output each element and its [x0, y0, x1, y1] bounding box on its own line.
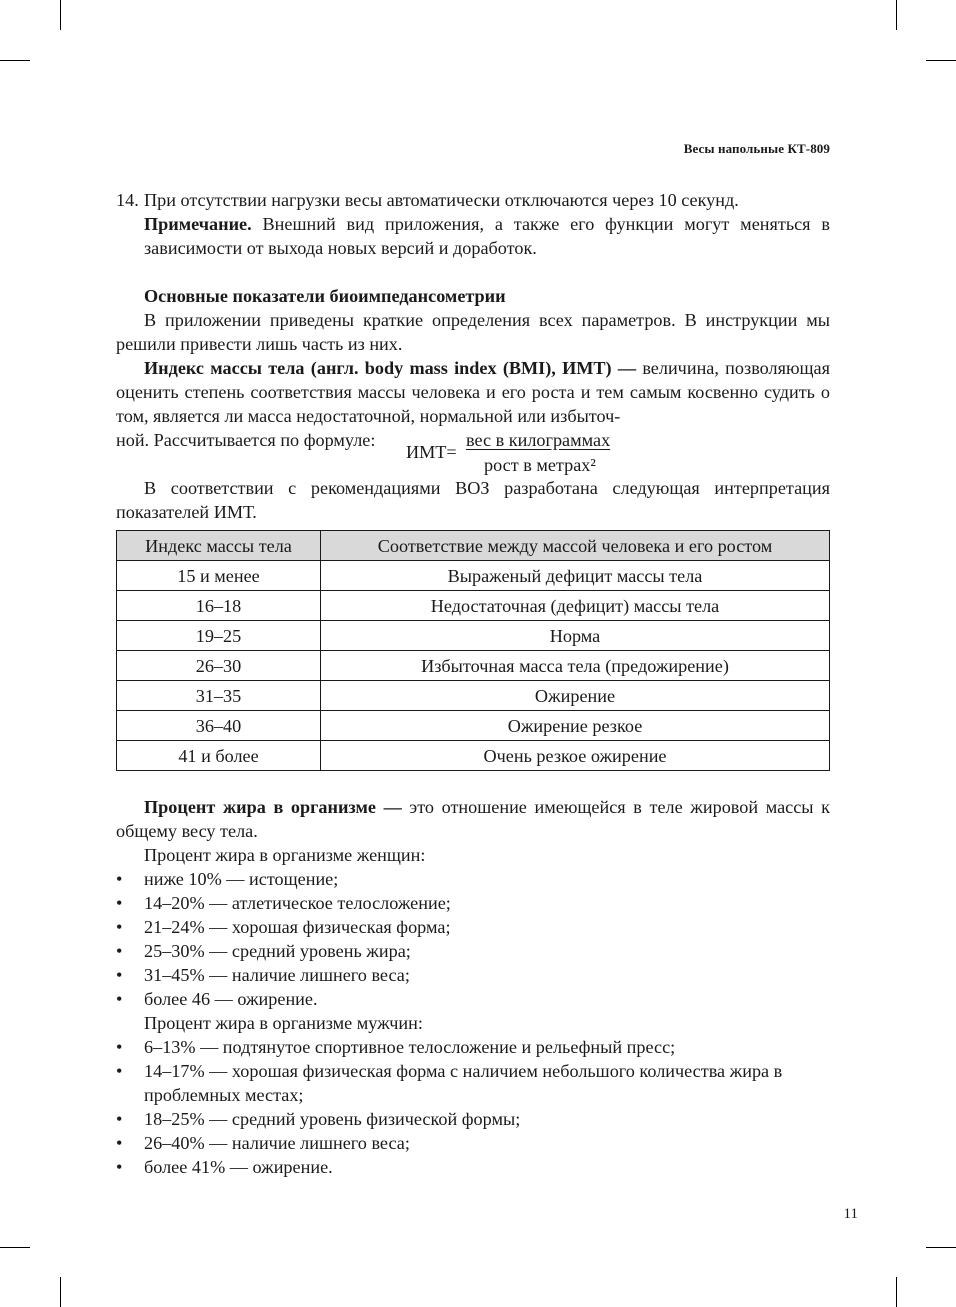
bullet-mark: •: [116, 1061, 123, 1081]
crop-mark: [926, 60, 956, 61]
crop-mark: [0, 60, 30, 61]
table-header-row: [117, 531, 830, 561]
table-cell: 31–35: [117, 681, 321, 711]
women-fat-list: [116, 867, 830, 1011]
bmi-definition: [116, 356, 830, 428]
men-heading: Процент жира в организме мужчин:: [144, 1013, 423, 1033]
men-fat-list: [116, 1035, 830, 1179]
table-header-cell: Индекс массы тела: [117, 531, 321, 561]
crop-mark: [60, 0, 61, 30]
table-row: [117, 621, 830, 651]
table-cell: Очень резкое ожирение: [321, 741, 830, 771]
table-row: [117, 741, 830, 771]
page-content: [116, 188, 830, 1179]
table-cell: Недостаточная (дефицит) массы тела: [321, 591, 830, 621]
crop-mark: [896, 1277, 897, 1307]
table-cell: 36–40: [117, 711, 321, 741]
table-row: [117, 591, 830, 621]
list-item: • 26–40% — наличие лишнего веса;: [116, 1133, 410, 1153]
page-number: 11: [843, 1206, 858, 1222]
crop-mark: [926, 1247, 956, 1248]
table-header-cell: Соответствие между массой человека и его ростом: [321, 531, 830, 561]
table-cell: 41 и более: [117, 741, 321, 771]
table-row: [117, 561, 830, 591]
bmi-table: [116, 530, 830, 771]
crop-mark: [0, 1247, 30, 1248]
crop-mark: [896, 0, 897, 30]
list-item: • ниже 10% — истощение;: [116, 869, 339, 889]
bullet-mark: •: [116, 965, 123, 985]
list-item: • 14–17% — хорошая физическая форма с наличием небольшого количества жира в проблемных местах;: [116, 1061, 783, 1105]
table-cell: Ожирение резкое: [321, 711, 830, 741]
bullet-mark: •: [116, 1133, 123, 1153]
list-item: • более 46 — ожирение.: [116, 989, 318, 1009]
bullet-mark: •: [116, 1157, 123, 1177]
table-cell: Ожирение: [321, 681, 830, 711]
table-row: [117, 711, 830, 741]
list-item: • 21–24% — хорошая физическая форма;: [116, 917, 451, 937]
table-cell: Норма: [321, 621, 830, 651]
bmi-term: Индекс массы тела (англ. body mass index (BMI), ИМТ) —: [144, 358, 637, 378]
bmi-definition-text: величина, позволяющая оценить степень соответствия массы человека и его роста и тем самым косвенно судить о том, является ли масса недостаточной, нормальной или избыточ-: [116, 358, 830, 426]
table-cell: Избыточная масса тела (предожирение): [321, 651, 830, 681]
formula-lhs: ИМТ=: [406, 442, 457, 462]
fat-definition-text: это отношение имеющейся в теле жировой массы к общему весу тела.: [116, 797, 830, 841]
table-cell: 19–25: [117, 621, 321, 651]
table-row: [117, 681, 830, 711]
list-item: • 18–25% — средний уровень физической формы;: [116, 1109, 521, 1129]
item-number: 14.: [116, 190, 139, 210]
note-label: Примечание.: [144, 214, 252, 234]
item-text: При отсутствии нагрузки весы автоматически отключаются через 10 секунд.: [144, 190, 739, 210]
bullet-mark: •: [116, 989, 123, 1009]
section-heading: Основные показатели биоимпедансометрии: [144, 286, 506, 306]
note-text: Внешний вид приложения, а также его функции могут меняться в зависимости от выхода новых версий и доработок.: [144, 214, 830, 258]
bullet-mark: •: [116, 917, 123, 937]
fat-definition: [116, 795, 830, 843]
table-row: [117, 651, 830, 681]
bullet-mark: •: [116, 1037, 123, 1057]
women-heading: Процент жира в организме женщин:: [144, 845, 426, 865]
formula-denominator: рост в метрах²: [484, 455, 596, 475]
running-header: Весы напольные КТ-809: [683, 141, 830, 156]
bullet-mark: •: [116, 893, 123, 913]
numbered-item-14: [116, 188, 830, 260]
table-cell: Выраженый дефицит массы тела: [321, 561, 830, 591]
list-item: • 25–30% — средний уровень жира;: [116, 941, 411, 961]
list-item: • 31–45% — наличие лишнего веса;: [116, 965, 410, 985]
who-text: В соответствии с рекомендациями ВОЗ разработана следующая интерпретация показателей ИМТ.: [116, 478, 830, 522]
bullet-mark: •: [116, 869, 123, 889]
list-item: • 14–20% — атлетическое телосложение;: [116, 893, 451, 913]
section-intro: В приложении приведены краткие определения всех параметров. В инструкции мы решили привести лишь часть из них.: [116, 310, 830, 354]
list-item: • 6–13% — подтянутое спортивное телосложение и рельефный пресс;: [116, 1037, 676, 1057]
bullet-mark: •: [116, 1109, 123, 1129]
table-cell: 16–18: [117, 591, 321, 621]
fat-term: Процент жира в организме —: [144, 797, 402, 817]
list-item: • более 41% — ожирение.: [116, 1157, 333, 1177]
table-cell: 26–30: [117, 651, 321, 681]
bullet-mark: •: [116, 941, 123, 961]
bmi-formula-line: [116, 428, 830, 476]
crop-mark: [60, 1277, 61, 1307]
formula-lead-text: ной. Рассчитывается по формуле:: [116, 430, 376, 450]
table-cell: 15 и менее: [117, 561, 321, 591]
formula-numerator: вес в килограммах: [466, 430, 611, 450]
